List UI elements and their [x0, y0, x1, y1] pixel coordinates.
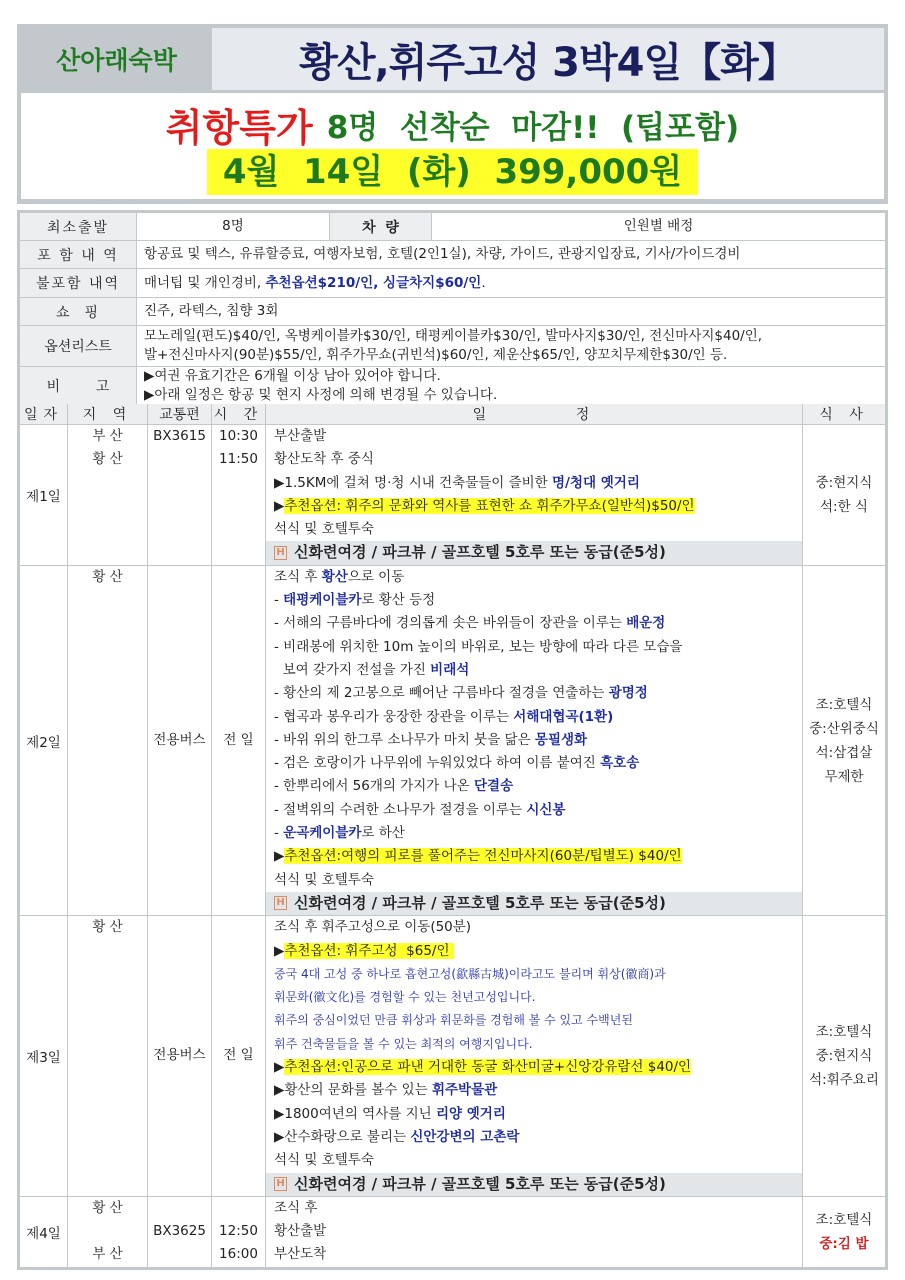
- transport-value: BX3615: [153, 428, 206, 444]
- include-label: 포 함 내 역: [20, 241, 137, 268]
- transport-cell: [148, 916, 212, 1196]
- hotel-icon: H: [274, 546, 287, 560]
- exclude-value: [137, 269, 885, 297]
- meals-cell: [803, 1197, 885, 1267]
- itinerary-text: 석식 및 호텔투숙: [274, 1152, 374, 1169]
- time-cell: [212, 566, 266, 915]
- shopping-label: 쇼 핑: [20, 298, 137, 325]
- itinerary-line: [266, 729, 802, 752]
- meal-item: 중:산위중식: [809, 720, 879, 737]
- itinerary-line: [266, 752, 802, 775]
- itinerary-line: [266, 589, 802, 612]
- itinerary-text: 부산도착: [274, 1246, 327, 1263]
- info-table: [17, 210, 888, 405]
- itinerary-text: ▶: [274, 942, 285, 959]
- meal-item: 무제한: [824, 768, 864, 785]
- day-label: 제2일: [20, 566, 68, 915]
- itinerary-text: 석식 및 호텔투숙: [274, 521, 374, 538]
- itinerary-line: [266, 1243, 802, 1266]
- itinerary-text: - 한뿌리에서 56개의 가지가 나온: [274, 778, 474, 795]
- itinerary-text: 로 하산: [361, 825, 405, 842]
- itinerary-line: [266, 1149, 802, 1172]
- day-label: 제4일: [20, 1197, 68, 1267]
- itinerary-text: 로 황산 등정: [361, 592, 436, 609]
- itinerary-text: - 서해의 구름바다에 경의롭게 솟은 바위들이 장관을 이루는: [274, 615, 627, 632]
- region-cell: [68, 916, 148, 1196]
- time-value: 전 일: [223, 731, 254, 748]
- itinerary-cell: [266, 425, 803, 565]
- highlight-place: 배운정: [626, 615, 666, 632]
- time-cell: [212, 425, 266, 565]
- itinerary-line: [266, 986, 802, 1009]
- recommended-option: 추천옵션:인공으로 파낸 거대한 동굴 화산미굴+신앙강유람선 $40/인: [284, 1059, 692, 1076]
- itinerary-text: 중국 4대 고성 중 하나로 흡현고성(歙縣古城)이라고도 불리며 휘상(徽商)과: [274, 966, 666, 981]
- transport-value: 전용버스: [153, 731, 206, 748]
- day-row: [20, 1197, 885, 1267]
- itinerary-line: [266, 682, 802, 705]
- min-departure-label: 최소출발: [20, 213, 137, 240]
- highlight-place: 광명정: [608, 685, 648, 702]
- hotel-line: [266, 1173, 802, 1196]
- options-value: [137, 326, 885, 366]
- highlight-place: 리양 옛거리: [435, 1105, 506, 1122]
- day-row: [20, 916, 885, 1197]
- region-value: 부 산: [92, 1246, 123, 1263]
- itinerary-text: 조식 후: [274, 1199, 318, 1216]
- time-value: [212, 1197, 265, 1220]
- transport-value: BX3625: [153, 1223, 206, 1240]
- itinerary-line: [266, 822, 802, 845]
- meal-item: 석:휘주요리: [809, 1072, 879, 1089]
- region-value: 황 산: [92, 919, 123, 936]
- meal-item: 석:삼겹살: [815, 744, 873, 761]
- shopping-value: 진주, 라텍스, 침향 3회: [144, 303, 279, 319]
- highlight-place: 명/청대 옛거리: [552, 474, 640, 491]
- min-departure-value: 8명: [137, 213, 330, 240]
- day-label: 제3일: [20, 916, 68, 1196]
- highlight-place: 운곡케이블카: [283, 825, 362, 842]
- notes-label: 비 고: [20, 367, 137, 405]
- include-value: 항공료 및 텍스, 유류할증료, 여행자보험, 호텔(2인1실), 차량, 가이드, 관광지입장료, 기사/가이드경비: [144, 246, 741, 262]
- itinerary-cell: [266, 1197, 803, 1267]
- meals-cell: [803, 566, 885, 915]
- hotel-line: [266, 892, 802, 915]
- itinerary-text: ▶산수화랑으로 불리는: [274, 1128, 411, 1145]
- highlight-place: 황산: [321, 568, 348, 585]
- promo-detail: 8명 선착순 마감!! (팁포함): [326, 109, 740, 146]
- region-cell: [68, 566, 148, 915]
- itinerary-line: [266, 963, 802, 986]
- highlight-place: 몽필생화: [534, 731, 588, 748]
- hotel-name: 신화련여경 / 파크뷰 / 골프호텔 5호루 또는 동급(준5성): [294, 1174, 666, 1193]
- options-line: 발+전신마사지(90분)$55/인, 휘주가무쇼(귀빈석)$60/인, 제운산$65/인, 양꼬치무제한$30/인 등.: [144, 347, 728, 363]
- transport-cell: [148, 425, 212, 565]
- itinerary-line: [266, 1103, 802, 1126]
- brand-label: 산아래숙박: [21, 28, 212, 90]
- itinerary-text: 으로 이동: [347, 568, 405, 585]
- itinerary-line: [266, 1126, 802, 1149]
- col-meals: 식 사: [819, 407, 869, 423]
- itinerary-line: [266, 495, 802, 518]
- highlight-place: 비래석: [430, 661, 470, 678]
- itinerary-line: [266, 706, 802, 729]
- itinerary-text: 보여 갖가지 전설을 가진: [274, 661, 431, 678]
- itinerary-text: - 검은 호랑이가 나무위에 누워있었다 하여 이름 붙여진: [274, 755, 601, 772]
- region-cell: [68, 1197, 148, 1267]
- schedule-table: [17, 404, 888, 1270]
- col-time: 시 간: [212, 404, 266, 424]
- notes-line: ▶여권 유효기간은 6개월 이상 남아 있어야 합니다.: [144, 368, 441, 384]
- itinerary-text: 부산출발: [274, 428, 327, 444]
- meals-cell: [803, 425, 885, 565]
- col-transport: 교통편: [148, 404, 212, 424]
- exclude-end: .: [481, 274, 486, 291]
- region-value: 부 산: [92, 428, 123, 444]
- itinerary-text: 석식 및 호텔투숙: [274, 871, 374, 888]
- time-value: 12:50: [219, 1223, 258, 1240]
- notes-value: [137, 367, 885, 405]
- time-cell: [212, 916, 266, 1196]
- itinerary-text: 휘주 건축물들을 볼 수 있는 최적의 여행지입니다.: [274, 1036, 533, 1051]
- notes-line: ▶아래 일정은 항공 및 현지 사정에 의해 변경될 수 있습니다.: [144, 387, 498, 403]
- col-day: 일자: [20, 404, 68, 424]
- itinerary-text: - 바위 위의 한그루 소나무가 마치 붓을 닮은: [274, 731, 535, 748]
- promo-label: 취항특가: [165, 105, 313, 150]
- meal-item: 중:현지식: [815, 474, 873, 491]
- itinerary-line: [266, 845, 802, 868]
- itinerary-cell: [266, 916, 803, 1196]
- highlight-place: 신안강변의 고촌락: [410, 1128, 520, 1145]
- hotel-icon: H: [274, 896, 287, 910]
- options-line: 모노레일(편도)$40/인, 옥병케이블카$30/인, 태평케이블카$30/인, 발마사지$30/인, 전신마사지$40/인,: [144, 328, 763, 344]
- highlight-place: 흑호송: [600, 755, 640, 772]
- day-label: 제1일: [20, 425, 68, 565]
- itinerary-text: 황산출발: [274, 1223, 327, 1240]
- itinerary-line: [266, 799, 802, 822]
- itinerary-line: [266, 775, 802, 798]
- highlight-place: 단결송: [474, 778, 514, 795]
- time-value: 16:00: [219, 1246, 258, 1263]
- region-value: 황 산: [92, 451, 123, 468]
- itinerary-line: [266, 1009, 802, 1032]
- recommended-option: 추천옵션: 휘주의 문화와 역사를 표현한 쇼 휘주가무쇼(일반석)$50/인: [284, 497, 695, 514]
- time-value: 11:50: [219, 451, 258, 468]
- itinerary-line: [266, 472, 802, 495]
- col-region: 지 역: [68, 404, 148, 424]
- time-value: 전 일: [223, 1047, 254, 1064]
- itinerary-text: ▶: [274, 848, 285, 865]
- vehicle-label: 차 량: [330, 213, 432, 240]
- itinerary-line: [266, 1220, 802, 1243]
- exclude-text: 매너팁 및 개인경비,: [144, 274, 266, 291]
- header-banner: [17, 24, 888, 204]
- recommended-option: 추천옵션:여행의 피로를 풀어주는 전신마사지(60분/팁별도) $40/인: [284, 848, 682, 865]
- itinerary-text: - 협곡과 봉우리가 웅장한 장관을 이루는: [274, 708, 514, 725]
- itinerary-text: ▶1800여년의 역사를 지닌: [274, 1105, 436, 1122]
- highlight-place: 휘주박물관: [431, 1082, 498, 1099]
- highlight-place: 태평케이블카: [283, 592, 362, 609]
- options-label: 옵션리스트: [20, 326, 137, 366]
- meal-item: 석:한 식: [820, 498, 868, 515]
- itinerary-line: [266, 425, 802, 448]
- itinerary-line: [266, 518, 802, 541]
- day-row: [20, 425, 885, 566]
- itinerary-line: [266, 869, 802, 892]
- itinerary-text: - 황산의 제 2고봉으로 빼어난 구름바다 절경을 연출하는: [274, 685, 609, 702]
- highlight-place: 서해대협곡(1환): [513, 708, 614, 725]
- meal-item: 조:호텔식: [815, 1211, 873, 1228]
- transport-cell: [148, 1197, 212, 1267]
- exclude-highlight: 추천옵션$210/인, 싱글차지$60/인: [265, 274, 482, 291]
- hotel-line: [266, 541, 802, 564]
- itinerary-line: [266, 1197, 802, 1220]
- region-value: 황 산: [92, 568, 123, 585]
- itinerary-text: -: [274, 592, 284, 609]
- itinerary-line: [266, 636, 802, 659]
- itinerary-line: [266, 916, 802, 939]
- meals-cell: [803, 916, 885, 1196]
- itinerary-line: [266, 1033, 802, 1056]
- region-value: 황 산: [92, 1199, 123, 1216]
- itinerary-cell: [266, 566, 803, 915]
- itinerary-line: [266, 1079, 802, 1102]
- exclude-label: 불포함 내역: [20, 269, 137, 297]
- hotel-name: 신화련여경 / 파크뷰 / 골프호텔 5호루 또는 동급(준5성): [294, 543, 666, 562]
- time-cell: [212, 1197, 266, 1267]
- region-value: [68, 1220, 147, 1243]
- itinerary-text: 조식 후 휘주고성으로 이동(50분): [274, 919, 472, 936]
- highlight-place: 시신봉: [526, 801, 566, 818]
- itinerary-text: - 절벽위의 수려한 소나무가 절경을 이루는: [274, 801, 527, 818]
- itinerary-text: 휘주의 중심이었던 만큼 휘상과 휘문화를 경험해 볼 수 있고 수백년된: [274, 1013, 633, 1028]
- itinerary-text: -: [274, 825, 284, 842]
- day-row: [20, 566, 885, 916]
- hotel-name: 신화련여경 / 파크뷰 / 골프호텔 5호루 또는 동급(준5성): [294, 893, 666, 912]
- itinerary-text: - 비래봉에 위치한 10m 높이의 바위로, 보는 방향에 따라 다른 모습을: [274, 638, 683, 655]
- col-itinerary: 일 정: [266, 404, 803, 424]
- recommended-option: 추천옵션: 휘주고성 $65/인: [284, 942, 454, 959]
- itinerary-text: ▶: [274, 1059, 285, 1076]
- itinerary-text: 조식 후: [274, 568, 322, 585]
- itinerary-text: ▶: [274, 497, 285, 514]
- tour-title: 황산,휘주고성 3박4일【화】: [212, 28, 884, 90]
- itinerary-line: [266, 1056, 802, 1079]
- itinerary-line: [266, 566, 802, 589]
- transport-value: 전용버스: [153, 1047, 206, 1064]
- hotel-icon: H: [274, 1177, 287, 1191]
- itinerary-line: [266, 448, 802, 471]
- meal-item: 조:호텔식: [815, 696, 873, 713]
- vehicle-value: 인원별 배정: [623, 218, 694, 234]
- meal-item: 조:호텔식: [815, 1024, 873, 1041]
- schedule-header-row: [20, 404, 885, 425]
- meal-item: 중:현지식: [815, 1048, 873, 1065]
- itinerary-line: [266, 940, 802, 963]
- date-price: 4월 14일 (화) 399,000원: [207, 149, 698, 195]
- time-value: 10:30: [219, 428, 258, 444]
- itinerary-line: [266, 612, 802, 635]
- transport-cell: [148, 566, 212, 915]
- itinerary-text: 황산도착 후 중식: [274, 451, 374, 468]
- itinerary-text: ▶황산의 문화를 볼수 있는: [274, 1082, 432, 1099]
- region-cell: [68, 425, 148, 565]
- itinerary-line: [266, 659, 802, 682]
- meal-item: 중:김 밥: [819, 1235, 869, 1252]
- itinerary-text: 휘문화(徽文化)를 경험할 수 있는 천년고성입니다.: [274, 990, 536, 1005]
- itinerary-text: ▶1.5KM에 걸쳐 명·청 시내 건축물들이 즐비한: [274, 474, 553, 491]
